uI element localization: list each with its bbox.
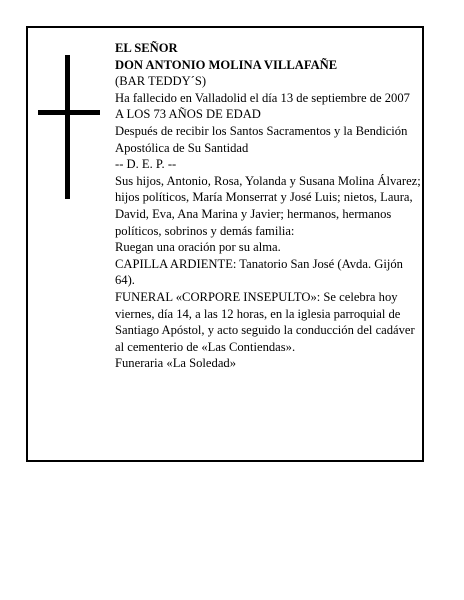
cross-vertical-bar xyxy=(65,55,70,199)
obituary-notice xyxy=(26,26,424,462)
death-statement: Ha fallecido en Valladolid el día 13 de septiembre de 2007 xyxy=(115,90,410,105)
deceased-nickname: (BAR TEDDY´S) xyxy=(115,74,207,89)
funeral-home: Funeraria «La Soledad» xyxy=(115,356,236,371)
deceased-title: EL SEÑOR xyxy=(115,41,178,55)
prayer-request: Ruegan una oración por su alma. xyxy=(115,240,281,255)
deceased-name: DON ANTONIO MOLINA VILLAFAÑE xyxy=(115,57,338,72)
cross-horizontal-bar xyxy=(38,110,100,115)
family-list: Sus hijos, Antonio, Rosa, Yolanda y Susana Molina Álvarez; hijos políticos, María Monserrat y José Luis; nietos, Laura, David, Eva, Ana Marina y Javier; hermanos, hermanos políticos, sobrinos y demás familia: xyxy=(115,173,421,238)
dep-line: -- D. E. P. -- xyxy=(115,157,177,172)
funeral-info: FUNERAL «CORPORE INSEPULTO»: Se celebra hoy viernes, día 14, a las 12 horas, en la iglesia parroquial de Santiago Apóstol, y acto seguido la conducción del cadáver al cementerio de «Las Contiendas». xyxy=(115,289,415,354)
sacraments-statement: Después de recibir los Santos Sacramentos y la Bendición Apostólica de Su Santidad xyxy=(115,123,408,155)
obituary-text xyxy=(115,40,421,372)
latin-cross-icon xyxy=(38,55,100,199)
age-statement: A LOS 73 AÑOS DE EDAD xyxy=(115,107,261,122)
chapel-info: CAPILLA ARDIENTE: Tanatorio San José (Avda. Gijón 64). xyxy=(115,256,403,288)
